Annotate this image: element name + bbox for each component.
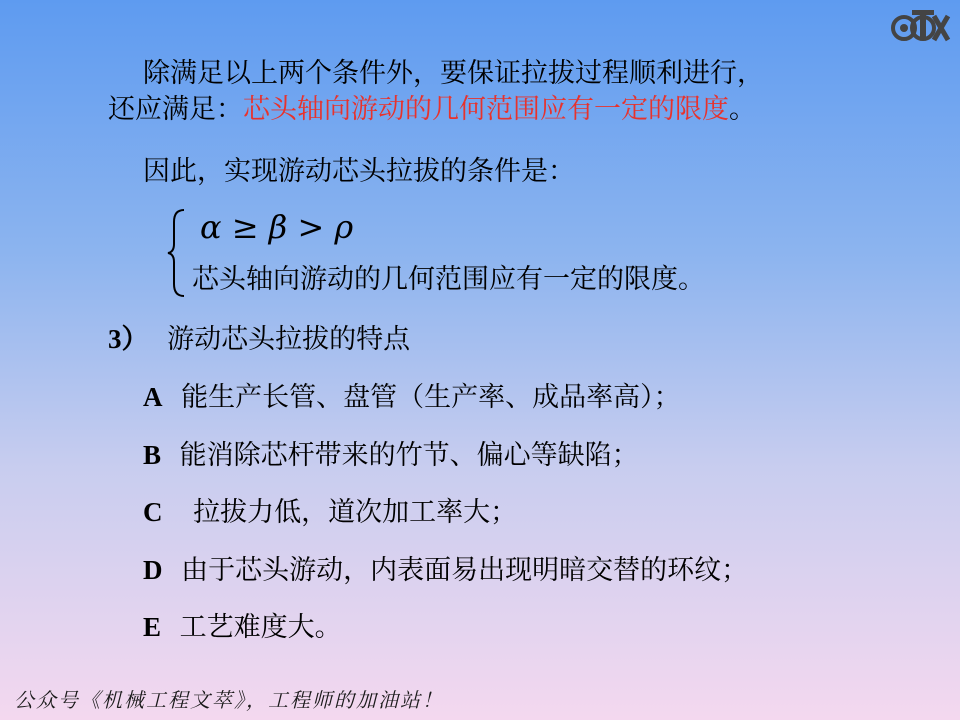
curly-brace-icon [166, 208, 188, 298]
gear-logo-icon [890, 6, 952, 46]
para1-highlight: 芯头轴向游动的几何范围应有一定的限度 [243, 94, 729, 125]
item-label: A [143, 382, 163, 412]
item-text: 由于芯头游动，内表面易出现明暗交替的环纹； [181, 555, 749, 586]
item-label: E [143, 612, 162, 642]
item-text: 拉拔力低，道次加工率大； [193, 497, 518, 528]
section-title: 游动芯头拉拔的特点 [167, 324, 411, 355]
section-heading [108, 322, 410, 357]
footer-watermark: 公众号《机械工程文萃》，工程师的加油站！ [14, 688, 444, 712]
item-text: 能消除芯杆带来的竹节、偏心等缺陷； [179, 440, 639, 471]
list-item-b [143, 438, 639, 473]
condition-math: α ≥ β > ρ [200, 208, 354, 246]
list-item-e [143, 610, 342, 645]
condition-text: 芯头轴向游动的几何范围应有一定的限度。 [192, 264, 705, 295]
para1-suffix: 。 [729, 94, 756, 125]
para1-line1: 除满足以上两个条件外，要保证拉拔过程顺利进行， [143, 58, 764, 89]
item-text: 能生产长管、盘管（生产率、成品率高）； [181, 382, 681, 413]
list-item-c [143, 495, 517, 530]
para2: 因此，实现游动芯头拉拔的条件是： [143, 156, 575, 187]
list-item-d [143, 553, 748, 588]
list-item-a [143, 380, 681, 415]
para1-prefix: 还应满足： [108, 94, 243, 125]
para1-line2 [108, 93, 756, 127]
item-label: D [143, 555, 163, 585]
item-text: 工艺难度大。 [179, 612, 342, 643]
item-label: B [143, 440, 162, 470]
item-label: C [143, 497, 163, 527]
section-number: 3） [108, 324, 149, 354]
